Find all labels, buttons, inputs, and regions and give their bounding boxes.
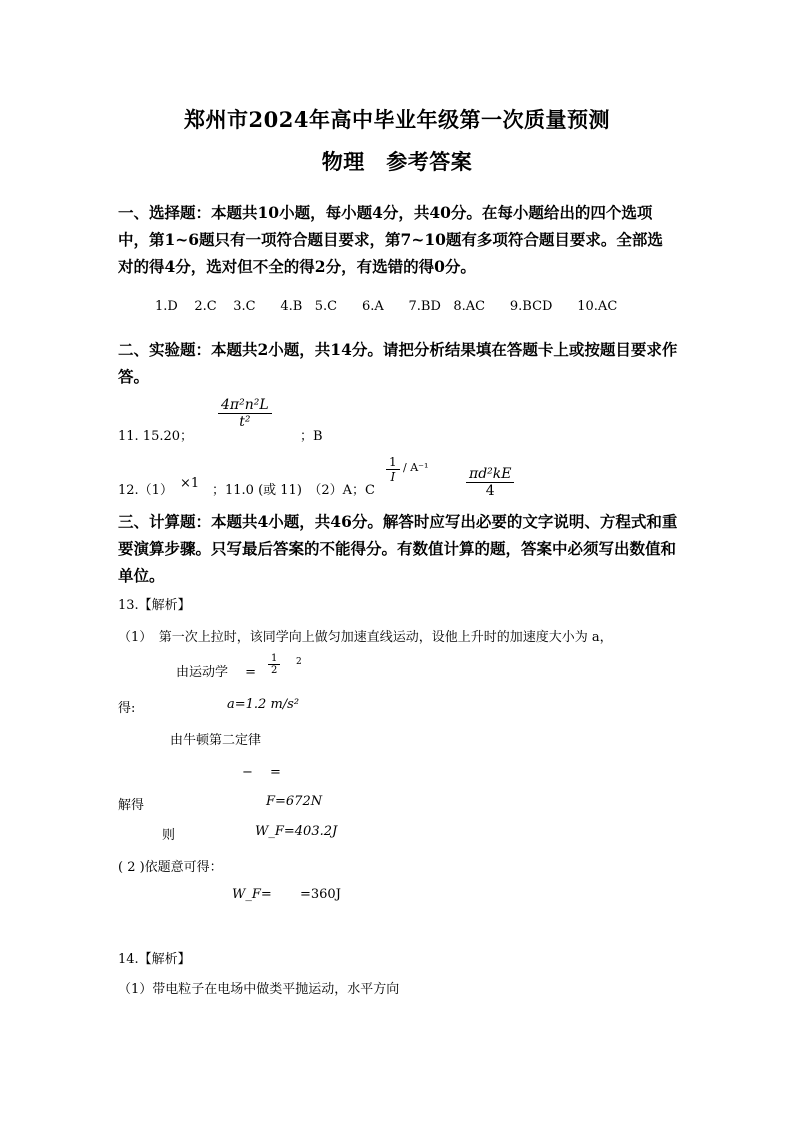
answer-9: 9.BCD: [509, 299, 553, 314]
q11-formula-num: 4π²n²L: [218, 397, 272, 414]
q13-ze: 则: [162, 828, 176, 843]
q13-work2-right: =360J: [300, 887, 341, 902]
q13-work2-left: W_F=: [232, 887, 272, 902]
q13-jiede: 解得: [118, 798, 145, 813]
q13-part2: ( 2 )依题意可得：: [118, 860, 223, 875]
q13-heading: 13.【解析】: [118, 598, 191, 613]
answer-2: 2.C: [194, 299, 217, 314]
answer-3: 3.C: [233, 299, 256, 314]
section-3-heading: 三、计算题：本题共4小题，共46分。解答时应写出必要的文字说明、方程式和重要演算步骤。只写最后答案的不能得分。有数值计算的题，答案中必须写出数值和单位。: [118, 512, 678, 585]
q11-formula-den: t²: [239, 414, 251, 430]
q12-x1: ×1: [180, 476, 200, 491]
answer-1: 1.D: [155, 299, 178, 314]
q12-formula: [466, 466, 514, 499]
answer-4: 4.B: [280, 299, 303, 314]
q13-work: W_F=403.2J: [255, 824, 338, 839]
q13-force: F=672N: [266, 794, 323, 809]
q13-acceleration: a=1.2 m/s²: [227, 697, 300, 712]
q14-heading: 14.【解析】: [118, 952, 191, 967]
q13-equation: − =: [242, 765, 281, 780]
q12-axis-num: 1: [386, 455, 400, 470]
q13-half: [268, 653, 280, 676]
q13-square: 2: [296, 657, 302, 667]
q12-axis-unit: / A⁻¹: [403, 461, 429, 474]
q12-axis-den: I: [390, 470, 396, 484]
q13-kinematics: 由运动学 =: [176, 665, 257, 680]
page-subtitle: 物理 参考答案: [321, 149, 473, 174]
q13-half-num: 1: [268, 653, 280, 665]
choice-answers: [155, 299, 617, 314]
q13-part1: （1） 第一次上拉时，该同学向上做匀加速直线运动，设他上升时的加速度大小为 a，: [118, 630, 613, 645]
section-2-heading: 二、实验题：本题共2小题，共14分。请把分析结果填在答题卡上或按题目要求作答。: [118, 340, 678, 386]
q12-formula-num: πd²kE: [466, 466, 514, 483]
answer-5: 5.C: [314, 299, 338, 314]
q11-suffix: ；B: [300, 429, 323, 444]
answer-8: 8.AC: [453, 299, 486, 314]
q13-newton: 由牛顿第二定律: [170, 733, 262, 748]
q14-part1: （1）带电粒子在电场中做类平抛运动，水平方向: [118, 982, 400, 997]
q13-de-label: 得:: [118, 701, 136, 716]
q11-formula: [218, 397, 272, 430]
answer-7: 7.BD: [408, 299, 441, 314]
page-title: 郑州市2024年高中毕业年级第一次质量预测: [184, 107, 610, 132]
q12-prefix: 12.（1）: [118, 483, 173, 498]
section-1-heading: 一、选择题：本题共10小题，每小题4分，共40分。在每小题给出的四个选项中，第1~6题只有一项符合题目要求，第7~10题有多项符合题目要求。全部选对的得4分，选对但不全的得2分，有选错的得0分。: [118, 203, 663, 276]
q12-formula-den: 4: [485, 483, 495, 499]
answer-6: 6.A: [361, 299, 384, 314]
q12-axis-label: [386, 455, 400, 484]
q13-half-den: 2: [271, 665, 278, 676]
q11-prefix: 11. 15.20；: [118, 429, 194, 444]
q12-mid: ；11.0 (或 11) （2）A；C: [212, 483, 376, 498]
answer-10: 10.AC: [577, 299, 618, 314]
